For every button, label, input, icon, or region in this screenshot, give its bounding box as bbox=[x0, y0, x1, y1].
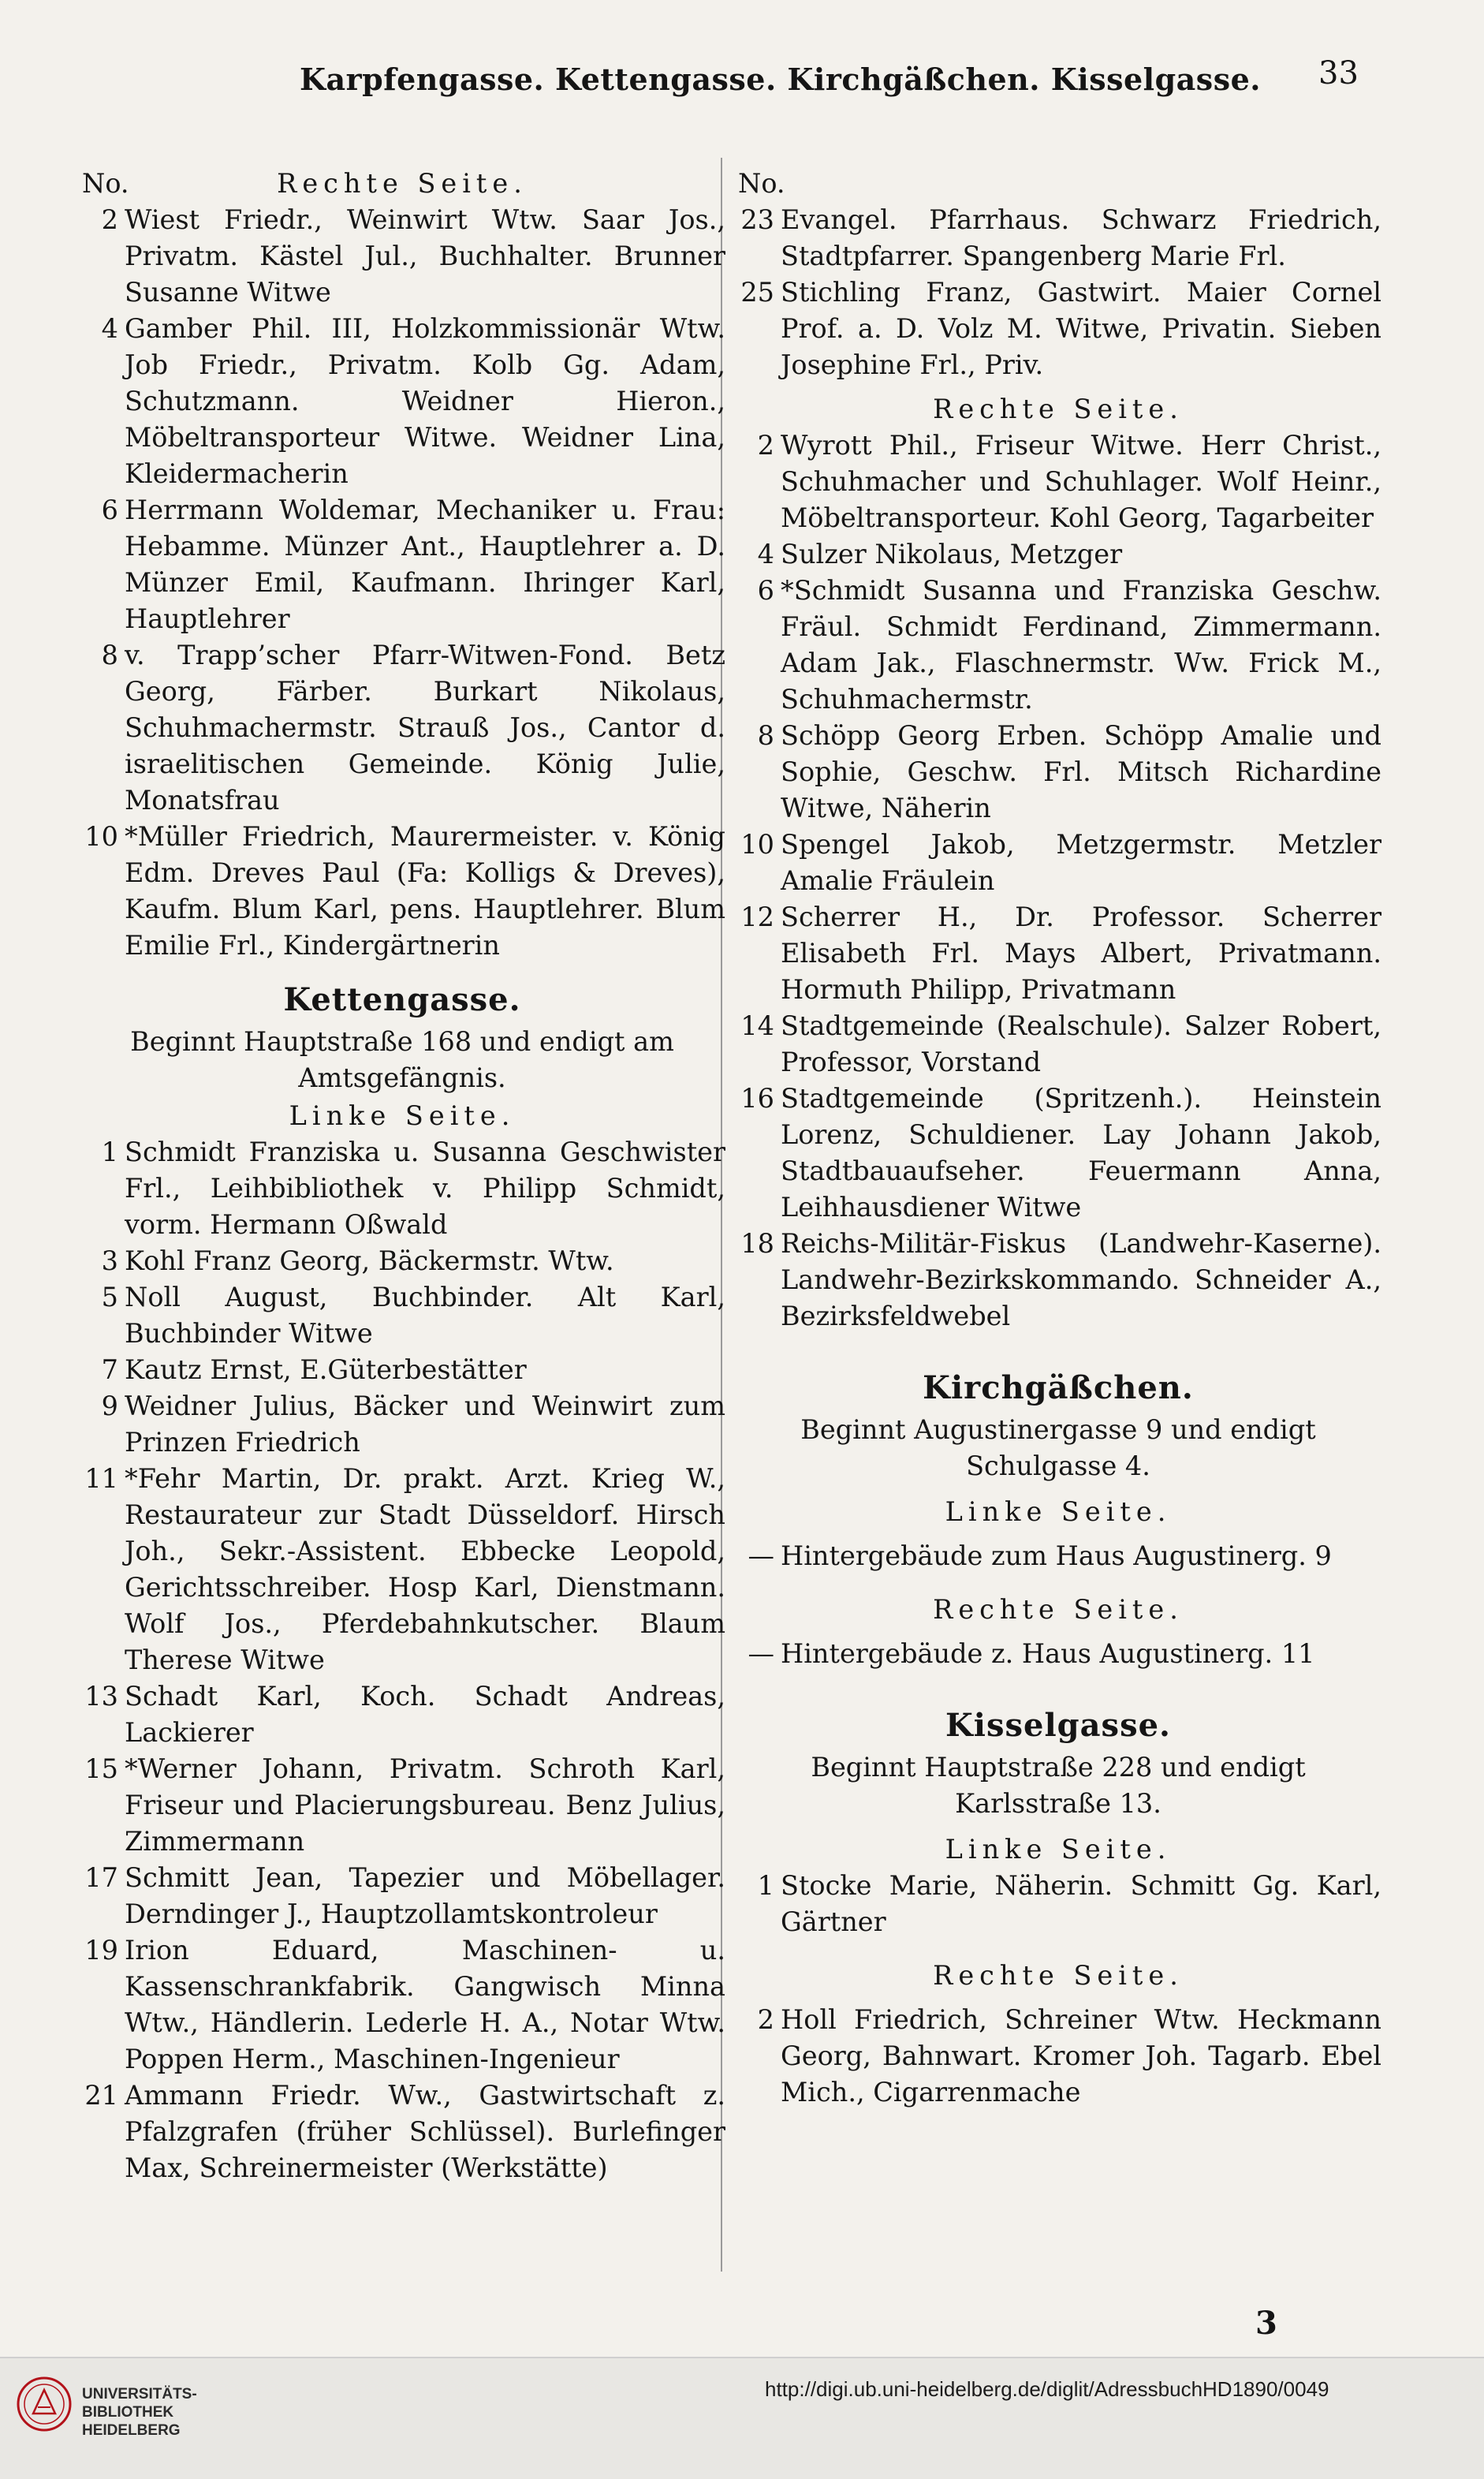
resident-list: Ammann Friedr. Ww., Gastwirtschaft z. Pfalzgrafen (früher Schlüssel). Burlefinger Max, Schreinermeister (Werkstätte) bbox=[125, 2080, 725, 2183]
house-number: 15 bbox=[84, 1753, 118, 1784]
side-heading-left: Linke Seite. bbox=[945, 1834, 1172, 1865]
address-entry bbox=[735, 899, 1381, 1008]
address-entry bbox=[79, 311, 725, 492]
resident-list: Wyrott Phil., Friseur Witwe. Herr Christ., Schuhmacher und Schuhlager. Wolf Heinr., Möbeltransporteur. Kohl Georg, Tagarbeiter bbox=[781, 430, 1381, 533]
running-header bbox=[0, 47, 1484, 110]
right-column bbox=[735, 166, 1381, 2111]
house-number: 7 bbox=[101, 1354, 118, 1385]
address-entry bbox=[735, 718, 1381, 827]
house-number: 9 bbox=[101, 1391, 118, 1421]
address-entry bbox=[79, 1751, 725, 1860]
library-line: HEIDELBERG bbox=[82, 2422, 181, 2439]
resident-list: Schmitt Jean, Tapezier und Möbellager. Derndinger J., Hauptzollamtskontroleur bbox=[125, 1862, 725, 1929]
address-entry bbox=[79, 1860, 725, 1932]
street-title: Kirchgäßchen. bbox=[923, 1369, 1194, 1406]
resident-list: Stadtgemeinde (Realschule). Salzer Robert, Professor, Vorstand bbox=[781, 1010, 1381, 1077]
resident-list: Spengel Jakob, Metzgermstr. Metzler Amalie Fräulein bbox=[781, 829, 1381, 896]
side-heading-right: Rechte Seite. bbox=[933, 1960, 1184, 1991]
side-heading-left: Linke Seite. bbox=[945, 1496, 1172, 1527]
address-entry bbox=[79, 819, 725, 964]
library-line: UNIVERSITÄTS- bbox=[82, 2386, 197, 2402]
resident-list: Herrmann Woldemar, Mechaniker u. Frau: Hebamme. Münzer Ant., Hauptlehrer a. D. Münzer Emil, Kaufmann. Ihringer Karl, Hauptlehrer bbox=[125, 495, 725, 634]
address-entry bbox=[79, 1243, 725, 1279]
university-seal-icon bbox=[16, 2376, 73, 2432]
street-title: Kettengasse. bbox=[283, 981, 521, 1018]
signature-mark: 3 bbox=[1255, 2305, 1277, 2342]
no-label: No. bbox=[82, 168, 129, 199]
address-entry bbox=[735, 1081, 1381, 1226]
resident-list: *Werner Johann, Privatm. Schroth Karl, Friseur und Placierungsbureau. Benz Julius, Zimmermann bbox=[125, 1753, 725, 1857]
address-entry bbox=[735, 1868, 1381, 1940]
house-number: 2 bbox=[757, 2004, 774, 2035]
library-line: BIBLIOTHEK bbox=[82, 2404, 174, 2421]
address-entry bbox=[79, 637, 725, 819]
address-entry bbox=[79, 1134, 725, 1243]
house-number: 14 bbox=[740, 1010, 774, 1041]
resident-list: Wiest Friedr., Weinwirt Wtw. Saar Jos., Privatm. Kästel Jul., Buchhalter. Brunner Susanne Witwe bbox=[125, 204, 725, 308]
house-number: 10 bbox=[84, 821, 118, 852]
house-number: 13 bbox=[84, 1681, 118, 1712]
resident-list: Sulzer Nikolaus, Metzger bbox=[781, 539, 1123, 569]
resident-list: Irion Eduard, Maschinen- u. Kassenschrankfabrik. Gangwisch Minna Wtw., Händlerin. Lederle H. A., Notar Wtw. Poppen Herm., Maschinen-Ingenieur bbox=[125, 1935, 725, 2074]
house-number: 6 bbox=[757, 575, 774, 606]
house-number: 4 bbox=[757, 539, 774, 569]
library-name bbox=[82, 2385, 197, 2440]
address-entry bbox=[735, 2002, 1381, 2111]
address-entry bbox=[735, 1538, 1381, 1574]
address-entry bbox=[735, 202, 1381, 274]
address-entry bbox=[79, 1678, 725, 1751]
street-description: Beginnt Augustinergasse 9 und endigt Schulgasse 4. bbox=[800, 1414, 1316, 1481]
address-entry bbox=[735, 573, 1381, 718]
resident-list: *Müller Friedrich, Maurermeister. v. König Edm. Dreves Paul (Fa: Kolligs & Dreves), Kaufm. Blum Karl, pens. Hauptlehrer. Blum Emilie Frl., Kindergärtnerin bbox=[125, 821, 725, 961]
address-entry bbox=[79, 1932, 725, 2078]
house-number: 4 bbox=[101, 313, 118, 344]
resident-list: *Fehr Martin, Dr. prakt. Arzt. Krieg W., Restaurateur zur Stadt Düsseldorf. Hirsch Joh., Sekr.-Assistent. Ebbecke Leopold, Gerichtsschreiber. Hosp Karl, Dienstmann. Wolf Jos., Pferdebahnkutscher. Blaum Therese Witwe bbox=[125, 1463, 725, 1675]
resident-list: Stichling Franz, Gastwirt. Maier Cornel Prof. a. D. Volz M. Witwe, Privatin. Sieben Josephine Frl., Priv. bbox=[781, 277, 1381, 380]
left-column bbox=[79, 166, 725, 2186]
house-number: 12 bbox=[740, 902, 774, 932]
resident-list: Hintergebäude z. Haus Augustinerg. 11 bbox=[781, 1638, 1315, 1669]
resident-list: Weidner Julius, Bäcker und Weinwirt zum Prinzen Friedrich bbox=[125, 1391, 725, 1458]
house-number: 18 bbox=[740, 1228, 774, 1259]
source-url-link[interactable]: http://digi.ub.uni-heidelberg.de/diglit/AdressbuchHD1890/0049 bbox=[765, 2377, 1329, 2401]
house-number: 11 bbox=[84, 1463, 118, 1494]
house-number: 23 bbox=[740, 204, 774, 235]
address-entry bbox=[79, 1388, 725, 1461]
resident-list: Hintergebäude zum Haus Augustinerg. 9 bbox=[781, 1540, 1332, 1571]
address-entry bbox=[735, 536, 1381, 573]
house-number: 2 bbox=[757, 430, 774, 461]
house-number: 10 bbox=[740, 829, 774, 860]
address-entry bbox=[735, 274, 1381, 383]
address-entry bbox=[79, 1352, 725, 1388]
address-entry bbox=[735, 1008, 1381, 1081]
street-description: Beginnt Hauptstraße 168 und endigt am Amtsgefängnis. bbox=[130, 1026, 674, 1093]
resident-list: Holl Friedrich, Schreiner Wtw. Heckmann Georg, Bahnwart. Kromer Joh. Tagarb. Ebel Mich., Cigarrenmache bbox=[781, 2004, 1381, 2108]
house-number: 8 bbox=[757, 720, 774, 751]
house-number: — bbox=[748, 1638, 774, 1669]
house-number: 16 bbox=[740, 1083, 774, 1114]
street-title: Kisselgasse. bbox=[945, 1707, 1171, 1744]
resident-list: Kohl Franz Georg, Bäckermstr. Wtw. bbox=[125, 1245, 614, 1276]
resident-list: Scherrer H., Dr. Professor. Scherrer Elisabeth Frl. Mays Albert, Privatmann. Hormuth Philipp, Privatmann bbox=[781, 902, 1381, 1005]
address-entry bbox=[79, 492, 725, 637]
street-description: Beginnt Hauptstraße 228 und endigt Karlsstraße 13. bbox=[811, 1752, 1306, 1819]
house-number: 1 bbox=[101, 1137, 118, 1167]
house-number: — bbox=[748, 1540, 774, 1571]
resident-list: Stadtgemeinde (Spritzenh.). Heinstein Lorenz, Schuldiener. Lay Johann Jakob, Stadtbauaufseher. Feuermann Anna, Leihhausdiener Witwe bbox=[781, 1083, 1381, 1223]
resident-list: Reichs-Militär-Fiskus (Landwehr-Kaserne). Landwehr-Bezirkskommando. Schneider A., Bezirksfeldwebel bbox=[781, 1228, 1381, 1331]
resident-list: Evangel. Pfarrhaus. Schwarz Friedrich, Stadtpfarrer. Spangenberg Marie Frl. bbox=[781, 204, 1381, 271]
address-entry bbox=[79, 2078, 725, 2186]
house-number: 5 bbox=[101, 1282, 118, 1312]
house-number: 21 bbox=[84, 2080, 118, 2111]
page-number: 33 bbox=[1318, 55, 1359, 91]
house-number: 17 bbox=[84, 1862, 118, 1893]
side-heading-right: Rechte Seite. bbox=[277, 168, 528, 199]
house-number: 25 bbox=[740, 277, 774, 308]
footer-bar bbox=[0, 2357, 1484, 2479]
address-entry bbox=[735, 427, 1381, 536]
house-number: 19 bbox=[84, 1935, 118, 1966]
no-label: No. bbox=[738, 168, 785, 199]
resident-list: Kautz Ernst, E.Güterbestätter bbox=[125, 1354, 527, 1385]
resident-list: *Schmidt Susanna und Franziska Geschw. Fräul. Schmidt Ferdinand, Zimmermann. Adam Jak., Flaschnermstr. Ww. Frick M., Schuhmachermstr. bbox=[781, 575, 1381, 715]
resident-list: Schöpp Georg Erben. Schöpp Amalie und Sophie, Geschw. Frl. Mitsch Richardine Witwe, Näherin bbox=[781, 720, 1381, 823]
resident-list: Gamber Phil. III, Holzkommissionär Wtw. Job Friedr., Privatm. Kolb Gg. Adam, Schutzmann. Weidner Hieron., Möbeltransporteur Witwe. Weidner Lina, Kleidermacherin bbox=[125, 313, 725, 489]
address-entry bbox=[79, 1279, 725, 1352]
address-entry bbox=[735, 1636, 1381, 1672]
side-heading-left: Linke Seite. bbox=[289, 1100, 516, 1131]
address-entry bbox=[79, 202, 725, 311]
resident-list: Stocke Marie, Näherin. Schmitt Gg. Karl, Gärtner bbox=[781, 1870, 1381, 1937]
side-heading-right: Rechte Seite. bbox=[933, 394, 1184, 424]
address-entry bbox=[79, 1461, 725, 1678]
address-entry bbox=[735, 1226, 1381, 1335]
address-entry bbox=[735, 827, 1381, 899]
side-heading-right: Rechte Seite. bbox=[933, 1594, 1184, 1625]
header-title: Karpfengasse. Kettengasse. Kirchgäßchen. Kisselgasse. bbox=[300, 62, 1261, 97]
house-number: 2 bbox=[101, 204, 118, 235]
house-number: 1 bbox=[757, 1870, 774, 1901]
resident-list: v. Trapp’scher Pfarr-Witwen-Fond. Betz Georg, Färber. Burkart Nikolaus, Schuhmachermstr. Strauß Jos., Cantor d. israelitischen Gemeinde. König Julie, Monatsfrau bbox=[125, 640, 725, 816]
resident-list: Schmidt Franziska u. Susanna Geschwister Frl., Leihbibliothek v. Philipp Schmidt, vorm. Hermann Oßwald bbox=[125, 1137, 725, 1240]
house-number: 3 bbox=[101, 1245, 118, 1276]
house-number: 6 bbox=[101, 495, 118, 525]
resident-list: Schadt Karl, Koch. Schadt Andreas, Lackierer bbox=[125, 1681, 725, 1748]
house-number: 8 bbox=[101, 640, 118, 670]
resident-list: Noll August, Buchbinder. Alt Karl, Buchbinder Witwe bbox=[125, 1282, 725, 1349]
